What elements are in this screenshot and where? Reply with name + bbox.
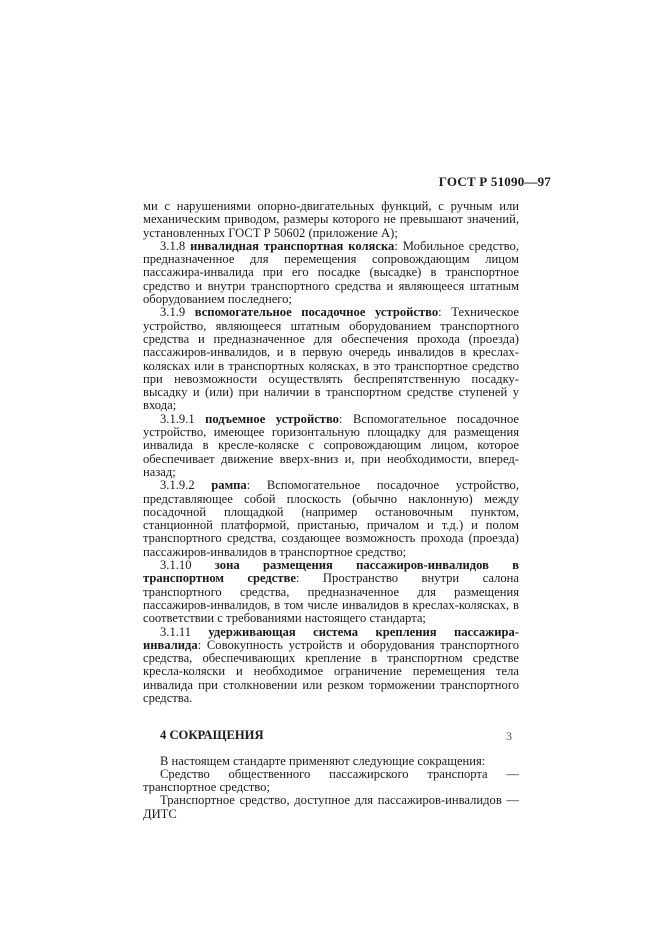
page-number: 3 [506, 729, 512, 743]
term: подъемное устройство [205, 411, 339, 426]
definition-3-1-11 [143, 626, 519, 706]
clause-number: 3.1.9 [160, 305, 195, 320]
term: зона размещения пассажиров-инвалидов в транспортном средстве [143, 558, 519, 586]
definition-text: : Техническое устройство, являющееся штатным оборудованием транспортного средства и предназначенное для обеспечения прохода (проезда) пассажиров-инвалидов, и в первую очередь инвалидов в креслах-колясках или в транспортных колясках, в это транспортное средство при невозможности осуществлять беспрепятственную посадку-высадку и (или) при наличии в транспортном средстве ступеней у входа; [143, 305, 519, 413]
definition-text: : Пространство внутри салона транспортного средства, предназначенное для размещения пассажиров-инвалидов, в том числе инвалидов в креслах-колясках, в соответствии с требованиями настоящего стандарта; [143, 571, 519, 626]
abbreviation-item: Средство общественного пассажирского транспорта — транспортное средство; [143, 766, 519, 795]
section-title: 4 СОКРАЩЕНИЯ [160, 728, 264, 743]
paragraph-continuation: ми с нарушениями опорно-двигательных функций, с ручным или механическим приводом, размеры которого не превышают значений, установленных ГОСТ Р 50602 (приложение А); [143, 199, 519, 240]
definition-3-1-9-2 [143, 479, 519, 559]
term: рампа [211, 478, 247, 493]
term: вспомогательное посадочное устройство [194, 305, 439, 320]
term: инвалидная транспортная коляска [190, 238, 395, 253]
definition-3-1-10 [143, 559, 519, 625]
definition-3-1-9 [143, 306, 519, 412]
clause-number: 3.1.9.1 [160, 411, 206, 426]
definition-text: : Вспомогательное посадочное устройство, представляющее собой плоскость (обычно наклонную) между посадочной площадкой (например остановочным пунктом, станционной платформой, пристанью, причалом и т.д.) и полом транспортного средства, создающее возможность прохода (проезда) пассажиров-инвалидов в транспортное средство; [143, 478, 519, 559]
definition-text: : Совокупность устройств и оборудования транспортного средства, обеспечивающих крепление в транспортном средстве кресла-коляски и необходимое ограничение перемещения тела инвалида при столкновении или резком торможении транспортного средства. [143, 637, 519, 705]
clause-number: 3.1.8 [160, 238, 191, 253]
definition-3-1-8 [143, 240, 519, 306]
term: удерживающая система крепления пассажира-инвалида [143, 624, 520, 652]
clause-number: 3.1.10 [160, 558, 215, 573]
definition-text: : Вспомогательное посадочное устройство, имеющее горизонтальную площадку для размещения инвалида в кресле-коляске с сопровождающим лицом, которое обеспечивает движение вверх-вниз и, при необходимости, вперед-назад; [143, 411, 519, 479]
definition-3-1-9-1 [143, 413, 519, 479]
section-intro: В настоящем стандарте применяют следующие сокращения: [160, 753, 486, 768]
clause-number: 3.1.9.2 [160, 478, 212, 493]
clause-number: 3.1.11 [160, 624, 209, 639]
abbreviation-item: Транспортное средство, доступное для пассажиров-инвалидов — ДИТС [143, 793, 519, 821]
document-number: ГОСТ Р 51090—97 [438, 174, 551, 189]
document-body [143, 200, 519, 821]
definition-text: : Мобильное средство, предназначенное для перемещения сопровождающим лицом пассажира-инвалида при его посадке (высадке) в транспортное средство и внутри транспортного средства и являющееся штатным оборудованием последнего; [143, 238, 519, 307]
